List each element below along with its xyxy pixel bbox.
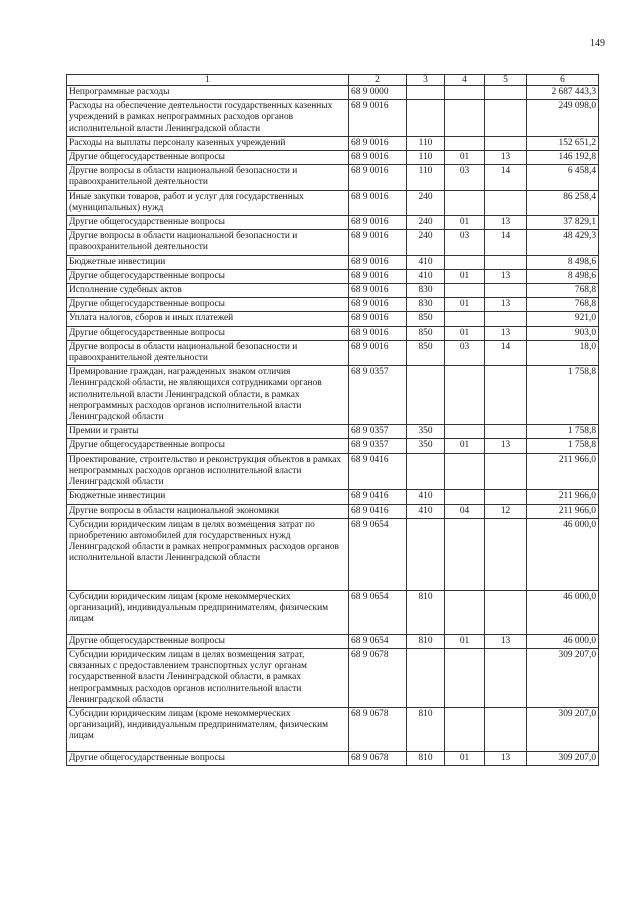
subsection-cell	[485, 648, 527, 707]
amount-cell: 6 458,4	[527, 165, 599, 190]
amount-cell: 309 207,0	[527, 707, 599, 751]
row-name-cell: Расходы на выплаты персоналу казенных учреждений	[67, 136, 349, 150]
target-article-cell: 68 9 0016	[349, 298, 407, 312]
column-header: 2	[349, 75, 407, 86]
amount-cell: 211 966,0	[527, 490, 599, 504]
column-header: 3	[407, 75, 445, 86]
target-article-cell: 68 9 0016	[349, 269, 407, 283]
table-row	[67, 298, 599, 312]
expense-type-cell	[407, 648, 445, 707]
expense-type-cell: 830	[407, 284, 445, 298]
expense-type-cell: 810	[407, 707, 445, 751]
subsection-cell	[485, 590, 527, 634]
subsection-cell	[485, 707, 527, 751]
subsection-cell: 13	[485, 151, 527, 165]
expense-type-cell: 110	[407, 136, 445, 150]
row-name-cell: Другие общегосударственные вопросы	[67, 298, 349, 312]
row-name-cell: Премирование граждан, награжденных знаком отличия Ленинградской области, не являющихся сотрудниками органов исполнительной власти Ленинградской области, в рамках непрограммных расходов органов исполнительной власти Ленинградской области	[67, 366, 349, 425]
amount-cell: 309 207,0	[527, 648, 599, 707]
section-cell	[445, 707, 485, 751]
section-cell: 04	[445, 504, 485, 518]
row-name-cell: Другие вопросы в области национальной экономики	[67, 504, 349, 518]
column-header: 1	[67, 75, 349, 86]
expense-type-cell: 240	[407, 216, 445, 230]
section-cell	[445, 453, 485, 490]
section-cell: 01	[445, 216, 485, 230]
section-cell	[445, 284, 485, 298]
target-article-cell: 68 9 0416	[349, 453, 407, 490]
row-name-cell: Субсидии юридическим лицам (кроме некоммерческих организаций), индивидуальным предпринимателям, физическим лицам	[67, 707, 349, 751]
section-cell: 01	[445, 634, 485, 648]
section-cell: 01	[445, 439, 485, 453]
row-name-cell: Другие общегосударственные вопросы	[67, 751, 349, 765]
subsection-cell	[485, 425, 527, 439]
expense-type-cell: 110	[407, 165, 445, 190]
table-row	[67, 707, 599, 751]
row-name-cell: Другие общегосударственные вопросы	[67, 216, 349, 230]
row-name-cell: Премии и гранты	[67, 425, 349, 439]
row-name-cell: Непрограммные расходы	[67, 86, 349, 100]
amount-cell: 249 098,0	[527, 100, 599, 137]
subsection-cell	[485, 490, 527, 504]
row-name-cell: Другие общегосударственные вопросы	[67, 634, 349, 648]
target-article-cell: 68 9 0016	[349, 284, 407, 298]
section-cell	[445, 590, 485, 634]
table-row	[67, 190, 599, 215]
amount-cell: 46 000,0	[527, 590, 599, 634]
column-header: 4	[445, 75, 485, 86]
amount-cell: 48 429,3	[527, 230, 599, 255]
subsection-cell: 13	[485, 634, 527, 648]
amount-cell: 46 000,0	[527, 634, 599, 648]
table-row	[67, 326, 599, 340]
subsection-cell	[485, 284, 527, 298]
subsection-cell: 13	[485, 216, 527, 230]
section-cell: 03	[445, 230, 485, 255]
table-row	[67, 340, 599, 365]
target-article-cell: 68 9 0016	[349, 230, 407, 255]
subsection-cell: 13	[485, 269, 527, 283]
amount-cell: 152 651,2	[527, 136, 599, 150]
target-article-cell: 68 9 0016	[349, 255, 407, 269]
target-article-cell: 68 9 0016	[349, 312, 407, 326]
amount-cell: 768,8	[527, 284, 599, 298]
budget-table	[66, 74, 599, 766]
amount-cell: 37 829,1	[527, 216, 599, 230]
table-row	[67, 751, 599, 765]
row-name-cell: Другие общегосударственные вопросы	[67, 269, 349, 283]
row-name-cell: Иные закупки товаров, работ и услуг для государственных (муниципальных) нужд	[67, 190, 349, 215]
column-header: 5	[485, 75, 527, 86]
expense-type-cell: 410	[407, 504, 445, 518]
row-name-cell: Субсидии юридическим лицам в целях возмещения затрат по приобретению автомобилей для государственных нужд Ленинградской области в рамках непрограммных расходов органов исполнительной власти Ленинградской области	[67, 518, 349, 590]
amount-cell: 211 966,0	[527, 453, 599, 490]
section-cell	[445, 490, 485, 504]
target-article-cell: 68 9 0357	[349, 439, 407, 453]
row-name-cell: Другие вопросы в области национальной безопасности и правоохранительной деятельности	[67, 230, 349, 255]
row-name-cell: Бюджетные инвестиции	[67, 490, 349, 504]
amount-cell: 921,0	[527, 312, 599, 326]
subsection-cell	[485, 312, 527, 326]
table-row	[67, 136, 599, 150]
amount-cell: 46 000,0	[527, 518, 599, 590]
target-article-cell: 68 9 0654	[349, 590, 407, 634]
section-cell: 01	[445, 298, 485, 312]
target-article-cell: 68 9 0678	[349, 707, 407, 751]
target-article-cell: 68 9 0016	[349, 216, 407, 230]
subsection-cell: 14	[485, 165, 527, 190]
section-cell: 01	[445, 326, 485, 340]
section-cell	[445, 136, 485, 150]
table-row	[67, 216, 599, 230]
row-name-cell: Бюджетные инвестиции	[67, 255, 349, 269]
table-row	[67, 100, 599, 137]
target-article-cell: 68 9 0416	[349, 490, 407, 504]
expense-type-cell: 350	[407, 439, 445, 453]
target-article-cell: 68 9 0016	[349, 165, 407, 190]
amount-cell: 903,0	[527, 326, 599, 340]
expense-type-cell: 810	[407, 634, 445, 648]
target-article-cell: 68 9 0000	[349, 86, 407, 100]
expense-type-cell	[407, 453, 445, 490]
subsection-cell	[485, 366, 527, 425]
subsection-cell	[485, 86, 527, 100]
table-header-row	[67, 75, 599, 86]
row-name-cell: Субсидии юридическим лицам в целях возмещения затрат, связанных с предоставлением транспортных услуг органам государственной власти Ленинградской области, в рамках непрограммных расходов органов исполнительной власти Ленинградской области	[67, 648, 349, 707]
section-cell	[445, 518, 485, 590]
amount-cell: 211 966,0	[527, 504, 599, 518]
page-number: 149	[590, 38, 605, 49]
table-row	[67, 648, 599, 707]
subsection-cell	[485, 453, 527, 490]
target-article-cell: 68 9 0016	[349, 190, 407, 215]
row-name-cell: Проектирование, строительство и реконструкция объектов в рамках непрограммных расходов органов исполнительной власти Ленинградской области	[67, 453, 349, 490]
row-name-cell: Субсидии юридическим лицам (кроме некоммерческих организаций), индивидуальным предпринимателям, физическим лицам	[67, 590, 349, 634]
target-article-cell: 68 9 0654	[349, 518, 407, 590]
expense-type-cell: 240	[407, 230, 445, 255]
expense-type-cell: 410	[407, 255, 445, 269]
amount-cell: 309 207,0	[527, 751, 599, 765]
section-cell: 01	[445, 269, 485, 283]
table-row	[67, 366, 599, 425]
target-article-cell: 68 9 0016	[349, 326, 407, 340]
section-cell	[445, 312, 485, 326]
amount-cell: 86 258,4	[527, 190, 599, 215]
table-body	[67, 86, 599, 766]
amount-cell: 1 758,8	[527, 439, 599, 453]
expense-type-cell	[407, 86, 445, 100]
table-row	[67, 151, 599, 165]
section-cell	[445, 648, 485, 707]
expense-type-cell: 850	[407, 312, 445, 326]
section-cell	[445, 255, 485, 269]
section-cell	[445, 86, 485, 100]
expense-type-cell: 850	[407, 326, 445, 340]
expense-type-cell: 850	[407, 340, 445, 365]
subsection-cell	[485, 190, 527, 215]
expense-type-cell	[407, 366, 445, 425]
section-cell: 03	[445, 340, 485, 365]
table-row	[67, 269, 599, 283]
expense-type-cell: 810	[407, 751, 445, 765]
subsection-cell: 13	[485, 326, 527, 340]
row-name-cell: Уплата налогов, сборов и иных платежей	[67, 312, 349, 326]
table-row	[67, 255, 599, 269]
table-row	[67, 165, 599, 190]
target-article-cell: 68 9 0016	[349, 100, 407, 137]
section-cell	[445, 425, 485, 439]
expense-type-cell	[407, 100, 445, 137]
section-cell: 03	[445, 165, 485, 190]
amount-cell: 2 687 443,3	[527, 86, 599, 100]
subsection-cell: 13	[485, 751, 527, 765]
table-row	[67, 518, 599, 590]
row-name-cell: Другие общегосударственные вопросы	[67, 439, 349, 453]
subsection-cell: 13	[485, 298, 527, 312]
amount-cell: 1 758,8	[527, 366, 599, 425]
table-row	[67, 634, 599, 648]
table-row	[67, 284, 599, 298]
row-name-cell: Другие вопросы в области национальной безопасности и правоохранительной деятельности	[67, 340, 349, 365]
amount-cell: 1 758,8	[527, 425, 599, 439]
expense-type-cell: 350	[407, 425, 445, 439]
section-cell: 01	[445, 151, 485, 165]
subsection-cell: 14	[485, 230, 527, 255]
subsection-cell	[485, 100, 527, 137]
row-name-cell: Другие общегосударственные вопросы	[67, 326, 349, 340]
subsection-cell: 12	[485, 504, 527, 518]
expense-type-cell: 830	[407, 298, 445, 312]
amount-cell: 8 498,6	[527, 255, 599, 269]
amount-cell: 18,0	[527, 340, 599, 365]
target-article-cell: 68 9 0016	[349, 340, 407, 365]
target-article-cell: 68 9 0016	[349, 136, 407, 150]
amount-cell: 146 192,8	[527, 151, 599, 165]
row-name-cell: Другие общегосударственные вопросы	[67, 151, 349, 165]
section-cell	[445, 100, 485, 137]
subsection-cell	[485, 255, 527, 269]
subsection-cell: 14	[485, 340, 527, 365]
expense-type-cell: 110	[407, 151, 445, 165]
section-cell: 01	[445, 751, 485, 765]
table-row	[67, 425, 599, 439]
target-article-cell: 68 9 0678	[349, 751, 407, 765]
table-row	[67, 230, 599, 255]
section-cell	[445, 190, 485, 215]
subsection-cell: 13	[485, 439, 527, 453]
subsection-cell	[485, 518, 527, 590]
row-name-cell: Расходы на обеспечение деятельности государственных казенных учреждений в рамках непрограммных расходов органов исполнительной власти Ленинградской области	[67, 100, 349, 137]
expense-type-cell: 410	[407, 269, 445, 283]
expense-type-cell: 410	[407, 490, 445, 504]
subsection-cell	[485, 136, 527, 150]
target-article-cell: 68 9 0357	[349, 425, 407, 439]
table-row	[67, 504, 599, 518]
row-name-cell: Исполнение судебных актов	[67, 284, 349, 298]
target-article-cell: 68 9 0678	[349, 648, 407, 707]
target-article-cell: 68 9 0357	[349, 366, 407, 425]
column-header: 6	[527, 75, 599, 86]
target-article-cell: 68 9 0416	[349, 504, 407, 518]
target-article-cell: 68 9 0016	[349, 151, 407, 165]
expense-type-cell: 240	[407, 190, 445, 215]
target-article-cell: 68 9 0654	[349, 634, 407, 648]
table-row	[67, 312, 599, 326]
table-row	[67, 590, 599, 634]
section-cell	[445, 366, 485, 425]
expense-type-cell	[407, 518, 445, 590]
table-row	[67, 490, 599, 504]
row-name-cell: Другие вопросы в области национальной безопасности и правоохранительной деятельности	[67, 165, 349, 190]
expense-type-cell: 810	[407, 590, 445, 634]
table-row	[67, 439, 599, 453]
amount-cell: 8 498,6	[527, 269, 599, 283]
amount-cell: 768,8	[527, 298, 599, 312]
table-row	[67, 86, 599, 100]
table-row	[67, 453, 599, 490]
